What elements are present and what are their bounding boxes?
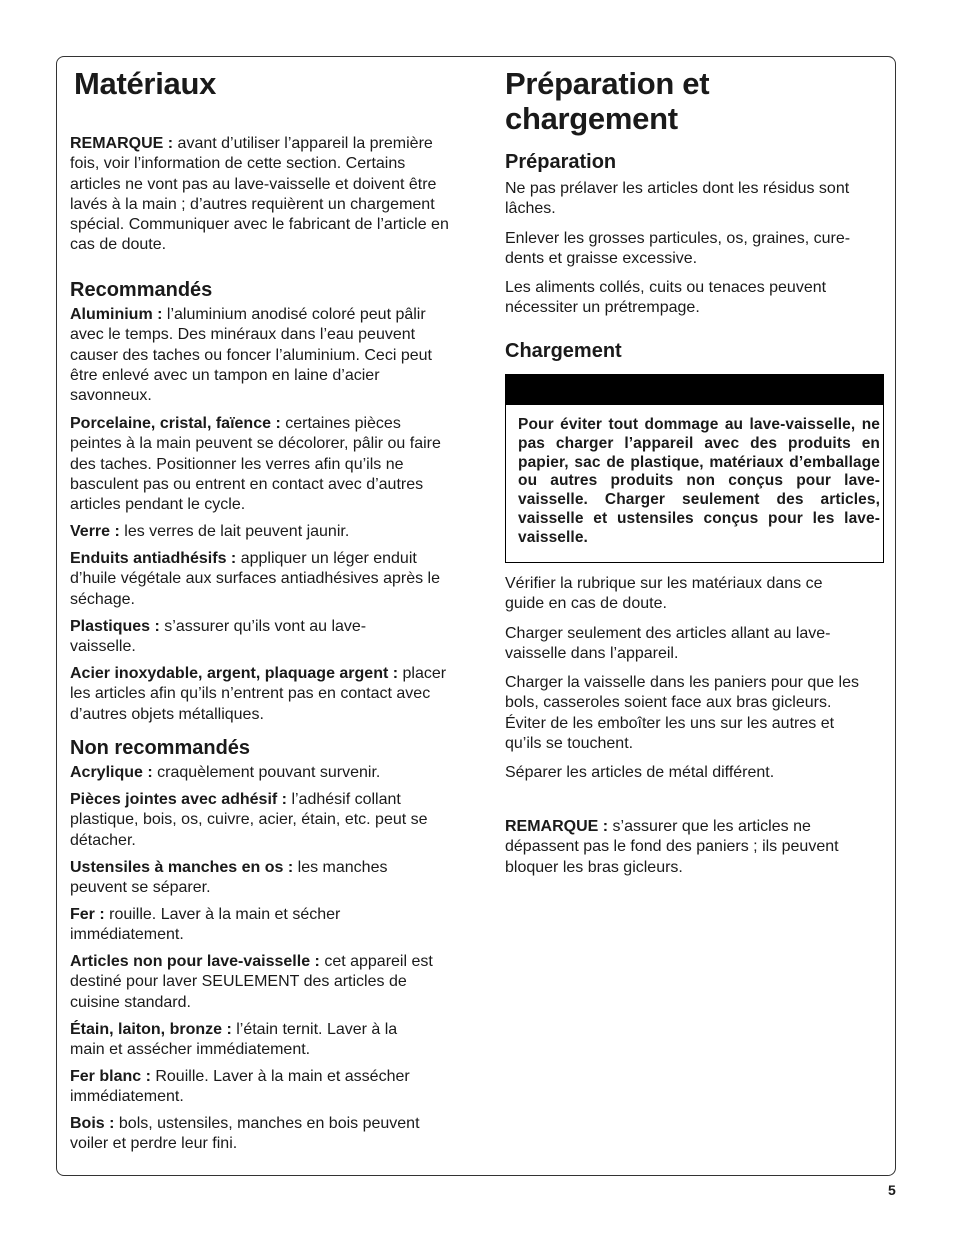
loading-paragraph: Séparer les articles de métal différent. xyxy=(505,764,775,781)
recommended-item: Porcelaine, cristal, faïence : certaines pièces peintes à la main peuvent se décolorer, pâlir ou faire des taches. Positionner les verres afin qu’ils ne basculent pas ou entrent en contact avec d’autres articles pendant le cycle. xyxy=(70,415,441,514)
not-recommended-heading: Non recommandés xyxy=(70,737,251,759)
not-recommended-item: Pièces jointes avec adhésif : l’adhésif collant plastique, bois, os, cuivre, acier, étain, etc. peut se détacher. xyxy=(70,791,428,849)
materials-intro: REMARQUE : avant d’utiliser l’appareil la première fois, voir l’information de cette section. Certains articles ne vont pas au lave-vaisselle et doivent être lavés à la main ; d’autres requièrent un chargement spécial. Communiquer avec le fabricant de l’article en cas de doute. xyxy=(70,135,449,254)
not-recommended-item: Acrylique : craquèlement pouvant survenir. xyxy=(70,764,381,781)
preparation-paragraph: Ne pas prélaver les articles dont les résidus sont lâches. xyxy=(505,180,850,218)
loading-heading: Chargement xyxy=(505,340,622,362)
loading-note: REMARQUE : s’assurer que les articles ne dépassent pas le fond des paniers ; ils peuvent bloquer les bras gicleurs. xyxy=(505,818,839,876)
recommended-item: Enduits antiadhésifs : appliquer un léger enduit d’huile végétale aux surfaces antiadhésives après le séchage. xyxy=(70,550,441,608)
not-recommended-item: Étain, laiton, bronze : l’étain ternit. Laver à la main et assécher immédiatement. xyxy=(70,1021,398,1059)
warning-text: Pour éviter tout dommage au lave-vaisselle, ne pas charger l’appareil avec des produits en papier, sac de plastique, matériaux d’emballage ou autres produits non conçus pour lave-vaisselle. Charger seulement des articles, vaisselle et ustensiles conçus pour les lave-vaisselle. xyxy=(518,416,880,546)
warning-box xyxy=(505,374,884,563)
not-recommended-item: Ustensiles à manches en os : les manches peuvent se séparer. xyxy=(70,859,388,897)
preparation-loading-title: Préparation et chargement xyxy=(505,66,710,136)
page-number: 5 xyxy=(888,1182,896,1198)
not-recommended-item: Fer blanc : Rouille. Laver à la main et assécher immédiatement. xyxy=(70,1068,410,1106)
recommended-item: Acier inoxydable, argent, plaquage argent : placer les articles afin qu’ils n’entrent pas en contact avec d’autres objets métalliques. xyxy=(70,665,447,723)
preparation-paragraph: Enlever les grosses particules, os, graines, cure-dents et graisse excessive. xyxy=(505,230,851,268)
recommended-heading: Recommandés xyxy=(70,279,213,301)
recommended-item: Verre : les verres de lait peuvent jaunir. xyxy=(70,523,350,540)
loading-paragraph: Vérifier la rubrique sur les matériaux dans ce guide en cas de doute. xyxy=(505,575,823,613)
preparation-paragraph: Les aliments collés, cuits ou tenaces peuvent nécessiter un prétrempage. xyxy=(505,279,827,317)
preparation-heading: Préparation xyxy=(505,151,617,173)
not-recommended-item: Bois : bols, ustensiles, manches en bois peuvent voiler et perdre leur fini. xyxy=(70,1115,420,1153)
not-recommended-item: Articles non pour lave-vaisselle : cet appareil est destiné pour laver SEULEMENT des articles de cuisine standard. xyxy=(70,953,433,1011)
loading-paragraph: Charger seulement des articles allant au lave-vaisselle dans l’appareil. xyxy=(505,625,831,663)
warning-header-bar xyxy=(506,375,883,405)
materials-title: Matériaux xyxy=(74,66,217,101)
recommended-item: Aluminium : l’aluminium anodisé coloré peut pâlir avec le temps. Des minéraux dans l’eau peuvent causer des taches ou foncer l’aluminium. Ceci peut être enlevé avec un tampon en laine d’acier savonneux. xyxy=(70,306,432,405)
loading-paragraph: Charger la vaisselle dans les paniers pour que les bols, casseroles soient face aux bras gicleurs. Éviter de les emboîter les uns sur les autres et qu’ils se touchent. xyxy=(505,674,859,752)
recommended-item: Plastiques : s’assurer qu’ils vont au lave-vaisselle. xyxy=(70,618,367,656)
not-recommended-item: Fer : rouille. Laver à la main et sécher immédiatement. xyxy=(70,906,341,944)
